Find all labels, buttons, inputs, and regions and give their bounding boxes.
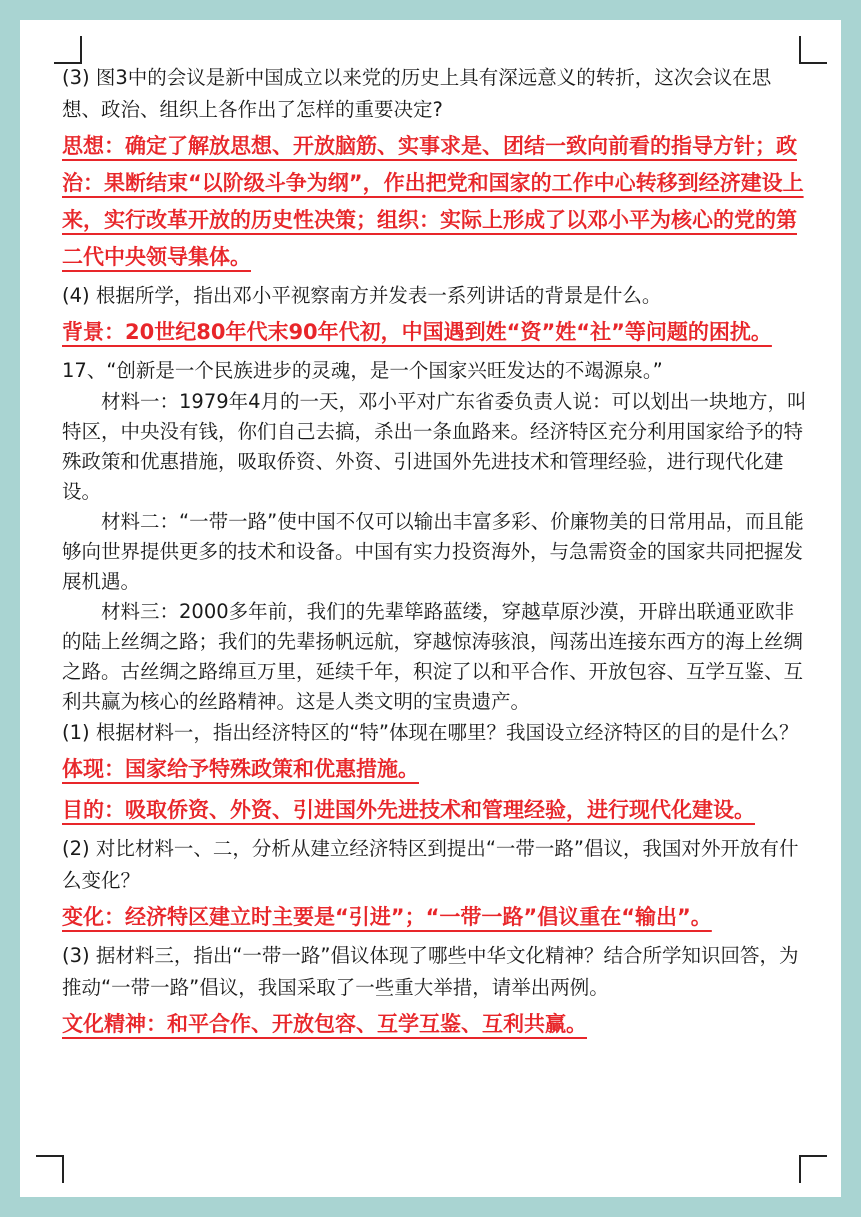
material-3: 材料三：2000多年前，我们的先辈筚路蓝缕，穿越草原沙漠，开辟出联通亚欧非的陆上丝绸之路；我们的先辈扬帆远航，穿越惊涛骇浪，闯荡出连接东西方的海上丝绸之路。古丝绸之路绵亘万里，延续千年，积淀了以和平合作、开放包容、互学互鉴、互利共赢为核心的丝路精神。这是人类文明的宝贵遗产。 <box>62 600 804 713</box>
answer-17-2: 变化：经济特区建立时主要是“引进”；“一带一路”倡议重在“输出”。 <box>62 905 712 929</box>
crop-mark-bottom-left <box>36 1155 64 1183</box>
page-content <box>62 62 807 1047</box>
material-2: 材料二：“一带一路”使中国不仅可以输出丰富多彩、价廉物美的日常用品，而且能够向世界提供更多的技术和设备。中国有实力投资海外，与急需资金的国家共同把握发展机遇。 <box>62 510 804 593</box>
crop-mark-top-left <box>54 36 82 64</box>
crop-mark-top-right <box>799 36 827 64</box>
document-page <box>20 20 841 1197</box>
question-16-4: (4) 根据所学，指出邓小平视察南方并发表一系列讲话的背景是什么。 <box>62 284 662 307</box>
question-17-3: (3) 据材料三，指出“一带一路”倡议体现了哪些中华文化精神？结合所学知识回答，为推动“一带一路”倡议，我国采取了一些重大举措，请举出两例。 <box>62 944 799 999</box>
answer-17-1-line1: 体现：国家给予特殊政策和优惠措施。 <box>62 757 419 781</box>
answer-17-3: 文化精神：和平合作、开放包容、互学互鉴、互利共赢。 <box>62 1012 587 1036</box>
question-17-title: 17、“创新是一个民族进步的灵魂，是一个国家兴旺发达的不竭源泉。” <box>62 359 663 382</box>
answer-16-4: 背景：20世纪80年代末90年代初，中国遇到姓“资”姓“社”等问题的困扰。 <box>62 320 772 344</box>
answer-16-3: 思想：确定了解放思想、开放脑筋、实事求是、团结一致向前看的指导方针；政治：果断结束“以阶级斗争为纲”，作出把党和国家的工作中心转移到经济建设上来，实行改革开放的历史性决策；组织：实际上形成了以邓小平为核心的党的第二代中央领导集体。 <box>62 134 804 269</box>
material-1: 材料一：1979年4月的一天，邓小平对广东省委负责人说：可以划出一块地方，叫特区，中央没有钱，你们自己去搞，杀出一条血路来。经济特区充分利用国家给予的特殊政策和优惠措施，吸取侨资、外资、引进国外先进技术和管理经验，进行现代化建设。 <box>62 390 807 503</box>
question-17-1: (1) 根据材料一，指出经济特区的“特”体现在哪里？我国设立经济特区的目的是什么？ <box>62 721 799 744</box>
question-16-3: (3) 图3中的会议是新中国成立以来党的历史上具有深远意义的转折，这次会议在思想、政治、组织上各作出了怎样的重要决定? <box>62 66 772 121</box>
question-17-2: (2) 对比材料一、二，分析从建立经济特区到提出“一带一路”倡议，我国对外开放有什么变化？ <box>62 837 799 892</box>
crop-mark-bottom-right <box>799 1155 827 1183</box>
answer-17-1-line2: 目的：吸取侨资、外资、引进国外先进技术和管理经验，进行现代化建设。 <box>62 798 755 822</box>
